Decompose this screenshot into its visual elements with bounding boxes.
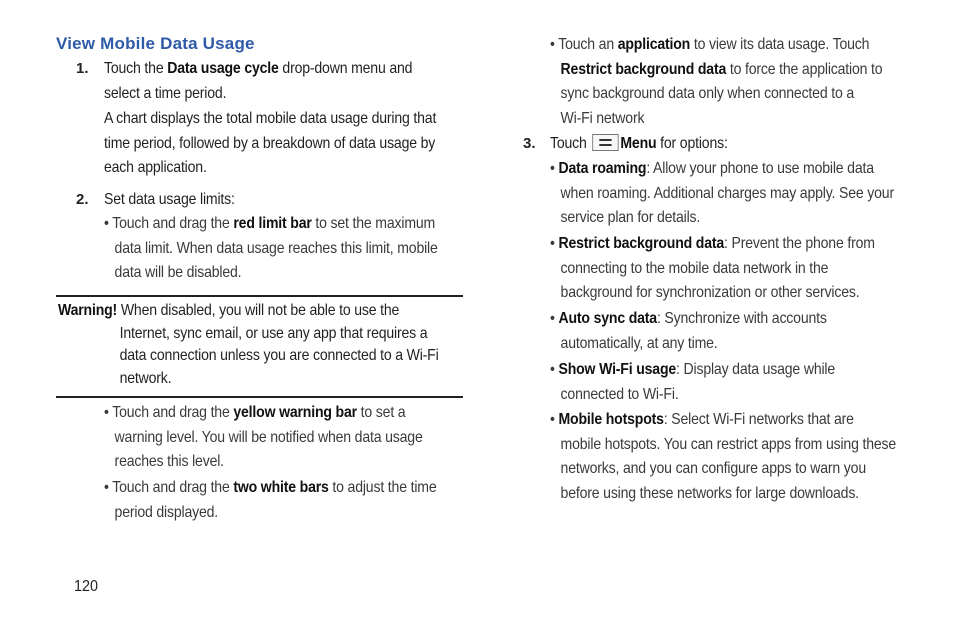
option-data-roaming: • Data roaming: Allow your phone to use mobile data when roaming. Additional charges may apply. See your service plan for details. xyxy=(550,160,894,226)
warning-label: Warning! xyxy=(58,302,118,319)
bullet-white-bars: • Touch and drag the two white bars to adjust the time period displayed. xyxy=(104,479,437,521)
bullet-application: • Touch an application to view its data usage. Touch Restrict background data to force the application to sync background data only when connected to a Wi-Fi network xyxy=(550,36,883,127)
step-3-text: Touch Menu for options: xyxy=(550,135,728,152)
warning-top-rule xyxy=(56,295,463,297)
section-heading: View Mobile Data Usage xyxy=(56,34,255,53)
step-3-number: 3. xyxy=(523,135,536,152)
menu-icon xyxy=(592,134,618,151)
option-auto-sync-data: • Auto sync data: Synchronize with accounts automatically, at any time. xyxy=(550,310,827,352)
step-1-number: 1. xyxy=(76,60,89,77)
warning-box: Warning! When disabled, you will not be able to use the Internet, sync email, or use any app that requires a data connection unless you are connected to a Wi-Fi network. xyxy=(58,302,439,387)
option-mobile-hotspots: • Mobile hotspots: Select Wi-Fi networks that are mobile hotspots. You can restrict apps from using these networks, and you can configure apps to warn you before using these networks for large downloads. xyxy=(550,411,897,502)
option-restrict-background-data: • Restrict background data: Prevent the phone from connecting to the mobile data network in the background for synchronization or other services. xyxy=(550,235,875,301)
warning-bottom-rule xyxy=(56,396,463,398)
page-number: 120 xyxy=(74,578,99,595)
bullet-red-limit: • Touch and drag the red limit bar to set the maximum data limit. When data usage reaches this limit, mobile data will be disabled. xyxy=(104,215,438,281)
step-2-text: Set data usage limits: xyxy=(104,191,235,208)
step-1-paragraph: A chart displays the total mobile data usage during that time period, followed by a breakdown of data usage by each application. xyxy=(104,110,437,176)
option-show-wifi-usage: • Show Wi-Fi usage: Display data usage while connected to Wi-Fi. xyxy=(550,361,836,403)
bullet-yellow-warning: • Touch and drag the yellow warning bar to set a warning level. You will be notified when data usage reaches this level. xyxy=(104,404,423,470)
step-2-number: 2. xyxy=(76,191,89,208)
step-1-text: Touch the Data usage cycle drop-down menu and select a time period. xyxy=(104,60,413,102)
